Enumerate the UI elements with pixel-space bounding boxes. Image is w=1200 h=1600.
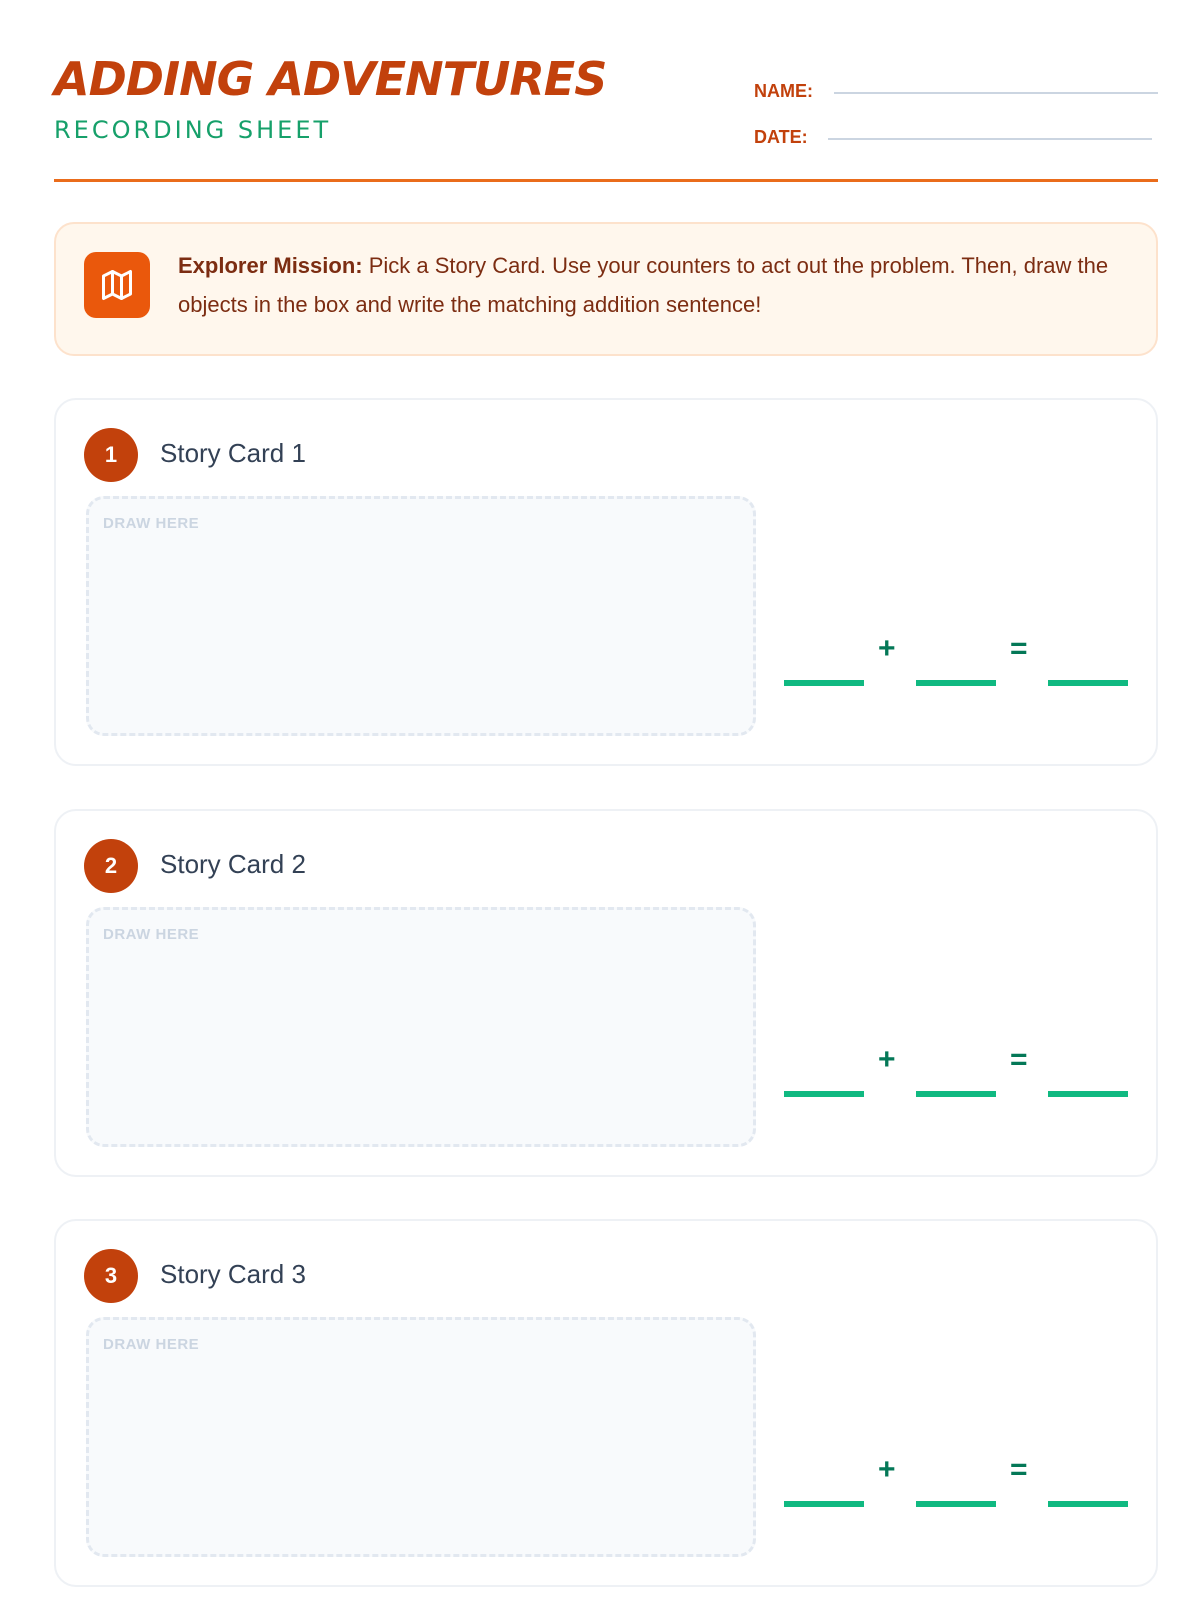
card-title: Story Card 2: [160, 849, 306, 879]
page-title: ADDING ADVENTURES: [54, 52, 607, 106]
addition-sentence: [784, 1451, 1114, 1511]
sum-blank[interactable]: [1048, 1501, 1128, 1507]
card-number-badge: 1: [84, 428, 138, 482]
addend-2-blank[interactable]: [916, 1091, 996, 1097]
addend-1-blank[interactable]: [784, 1091, 864, 1097]
equals-sign: =: [1010, 632, 1028, 665]
draw-area-label: DRAW HERE: [103, 926, 200, 943]
mission-lead: Explorer Mission:: [178, 253, 363, 278]
card-number-badge: 2: [84, 839, 138, 893]
story-card-3: [54, 1219, 1158, 1587]
mission-body: Pick a Story Card. Use your counters to act out the problem. Then, draw the objects in the box and write the matching addition sentence!: [178, 253, 1109, 317]
plus-sign: +: [878, 1453, 896, 1486]
date-label: DATE:: [754, 127, 808, 147]
plus-sign: +: [878, 1043, 896, 1076]
plus-sign: +: [878, 632, 896, 665]
draw-area[interactable]: [86, 1317, 756, 1557]
sum-blank[interactable]: [1048, 1091, 1128, 1097]
addend-2-blank[interactable]: [916, 1501, 996, 1507]
card-title: Story Card 3: [160, 1259, 306, 1289]
mission-callout: [54, 222, 1158, 356]
page-subtitle: RECORDING SHEET: [54, 116, 332, 144]
story-card-1: [54, 398, 1158, 766]
worksheet-header: [54, 0, 1158, 182]
card-number-badge: 3: [84, 1249, 138, 1303]
addition-sentence: [784, 630, 1114, 690]
draw-area-label: DRAW HERE: [103, 515, 200, 532]
card-title: Story Card 1: [160, 438, 306, 468]
draw-area[interactable]: [86, 907, 756, 1147]
story-card-2: [54, 809, 1158, 1177]
draw-area[interactable]: [86, 496, 756, 736]
equals-sign: =: [1010, 1043, 1028, 1076]
addend-1-blank[interactable]: [784, 680, 864, 686]
date-field[interactable]: [754, 124, 1158, 154]
date-write-line[interactable]: [828, 138, 1152, 140]
addition-sentence: [784, 1041, 1114, 1101]
addend-1-blank[interactable]: [784, 1501, 864, 1507]
mission-text: [178, 246, 1138, 324]
name-write-line[interactable]: [834, 92, 1158, 94]
map-icon: [84, 252, 150, 318]
name-label: NAME:: [754, 81, 813, 101]
equals-sign: =: [1010, 1453, 1028, 1486]
draw-area-label: DRAW HERE: [103, 1336, 200, 1353]
sum-blank[interactable]: [1048, 680, 1128, 686]
addend-2-blank[interactable]: [916, 680, 996, 686]
name-field[interactable]: [754, 78, 1158, 108]
